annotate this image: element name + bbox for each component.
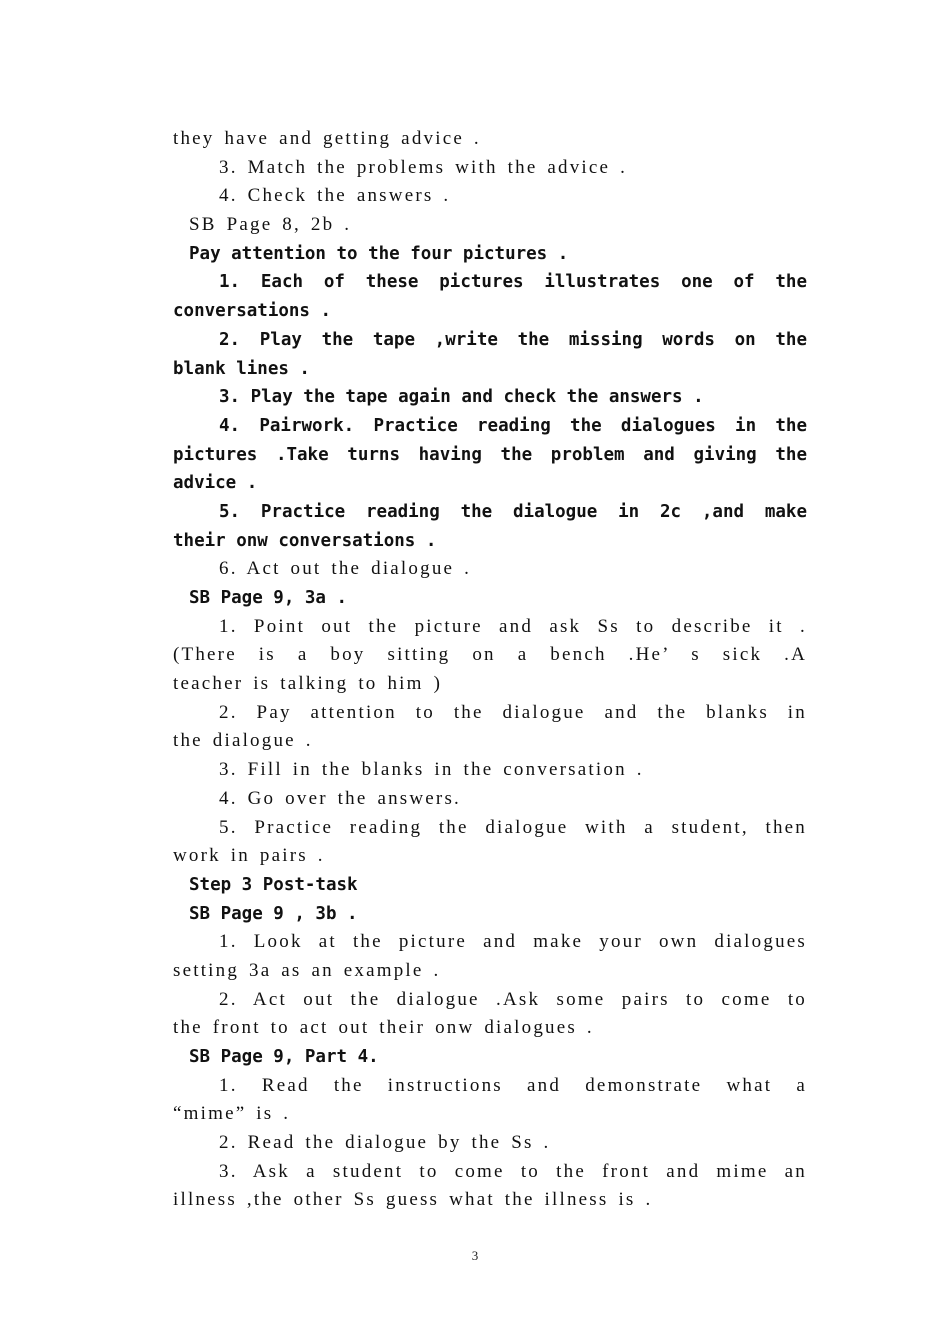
text-line [173,125,807,154]
text-line [173,1014,807,1043]
text-line-content: SB Page 9, 3a . [189,588,348,608]
text-line [173,297,807,326]
text-line-content: 2. Pay attention to the dialogue and the blanks in [219,701,807,723]
text-line [173,355,807,384]
text-line [173,756,807,785]
text-line-content: Pay attention to the four pictures . [189,243,569,264]
text-line-content: 3. Play the tape again and check the answers . [219,387,704,408]
text-line [173,1129,807,1158]
text-line [173,900,807,929]
text-line-content: 4. Go over the answers. [219,787,461,809]
text-line [173,441,807,470]
text-line [173,412,807,441]
text-line [173,957,807,986]
text-line-content: pictures .Take turns having the problem and giving the [173,444,807,465]
text-line-content: SB Page 8, 2b . [189,214,352,236]
text-line-content: teacher is talking to him ) [173,673,443,695]
text-line [173,211,807,240]
text-line [173,555,807,584]
text-line [173,154,807,183]
text-line-content: 1. Read the instructions and demonstrate what a [219,1074,807,1096]
text-line-content: SB Page 9 , 3b . [189,903,358,924]
text-line-content: Step 3 Post-task [189,874,358,895]
text-line-content: the front to act out their onw dialogues . [173,1017,594,1039]
text-line [173,1186,807,1215]
text-line-content: SB Page 9, Part 4. [189,1047,379,1067]
text-line [173,1158,807,1187]
text-line-content: 2. Play the tape ,write the missing words on the [219,329,807,350]
text-line-content: setting 3a as an example . [173,959,441,981]
text-line-content: 1. Look at the picture and make your own dialogues [219,931,807,953]
text-line [173,1100,807,1129]
text-line-content: 2. Read the dialogue by the Ss . [219,1132,551,1154]
document-body [173,125,807,1215]
text-line-content: 4. Pairwork. Practice reading the dialogues in the [219,415,807,436]
text-line-content: advice . [173,473,258,494]
text-line-content: (There is a boy sitting on a bench .He’ s sick .A [173,644,807,666]
text-line-content: 1. Each of these pictures illustrates one of the [219,272,807,293]
text-line [173,1043,807,1072]
text-line [173,670,807,699]
text-line [173,383,807,412]
text-line-content: 1. Point out the picture and ask Ss to describe it . [219,615,807,637]
text-line [173,842,807,871]
page-number: 3 [471,1248,479,1263]
text-line [173,928,807,957]
text-line [173,326,807,355]
text-line-content: conversations . [173,301,332,322]
text-line-content: 6. Act out the dialogue . [219,558,472,580]
text-line [173,469,807,498]
text-line [173,1072,807,1101]
text-line [173,182,807,211]
text-line-content: illness ,the other Ss guess what the illness is . [173,1189,653,1211]
text-line-content: 3. Match the problems with the advice . [219,156,628,178]
text-line [173,814,807,843]
text-line-content: work in pairs . [173,845,325,867]
text-line-content: the dialogue . [173,730,313,752]
text-line [173,613,807,642]
text-line [173,498,807,527]
text-line [173,727,807,756]
text-line [173,785,807,814]
text-line-content: “mime” is . [173,1103,291,1125]
text-line-content: 3. Ask a student to come to the front and mime an [219,1160,807,1182]
text-line-content: 3. Fill in the blanks in the conversation . [219,759,644,781]
text-line [173,986,807,1015]
text-line-content: blank lines . [173,358,310,379]
text-line-content: their onw conversations . [173,530,437,551]
text-line [173,871,807,900]
text-line-content: 2. Act out the dialogue .Ask some pairs to come to [219,988,807,1010]
text-line [173,641,807,670]
text-line-content: 4. Check the answers . [219,185,451,207]
text-line [173,699,807,728]
text-line [173,527,807,556]
text-line-content: 5. Practice reading the dialogue in 2c ,and make [219,501,807,522]
text-line [173,268,807,297]
text-line-content: 5. Practice reading the dialogue with a student, then [219,816,807,838]
text-line-content: they have and getting advice . [173,128,481,149]
text-line [173,240,807,269]
text-line [173,584,807,613]
